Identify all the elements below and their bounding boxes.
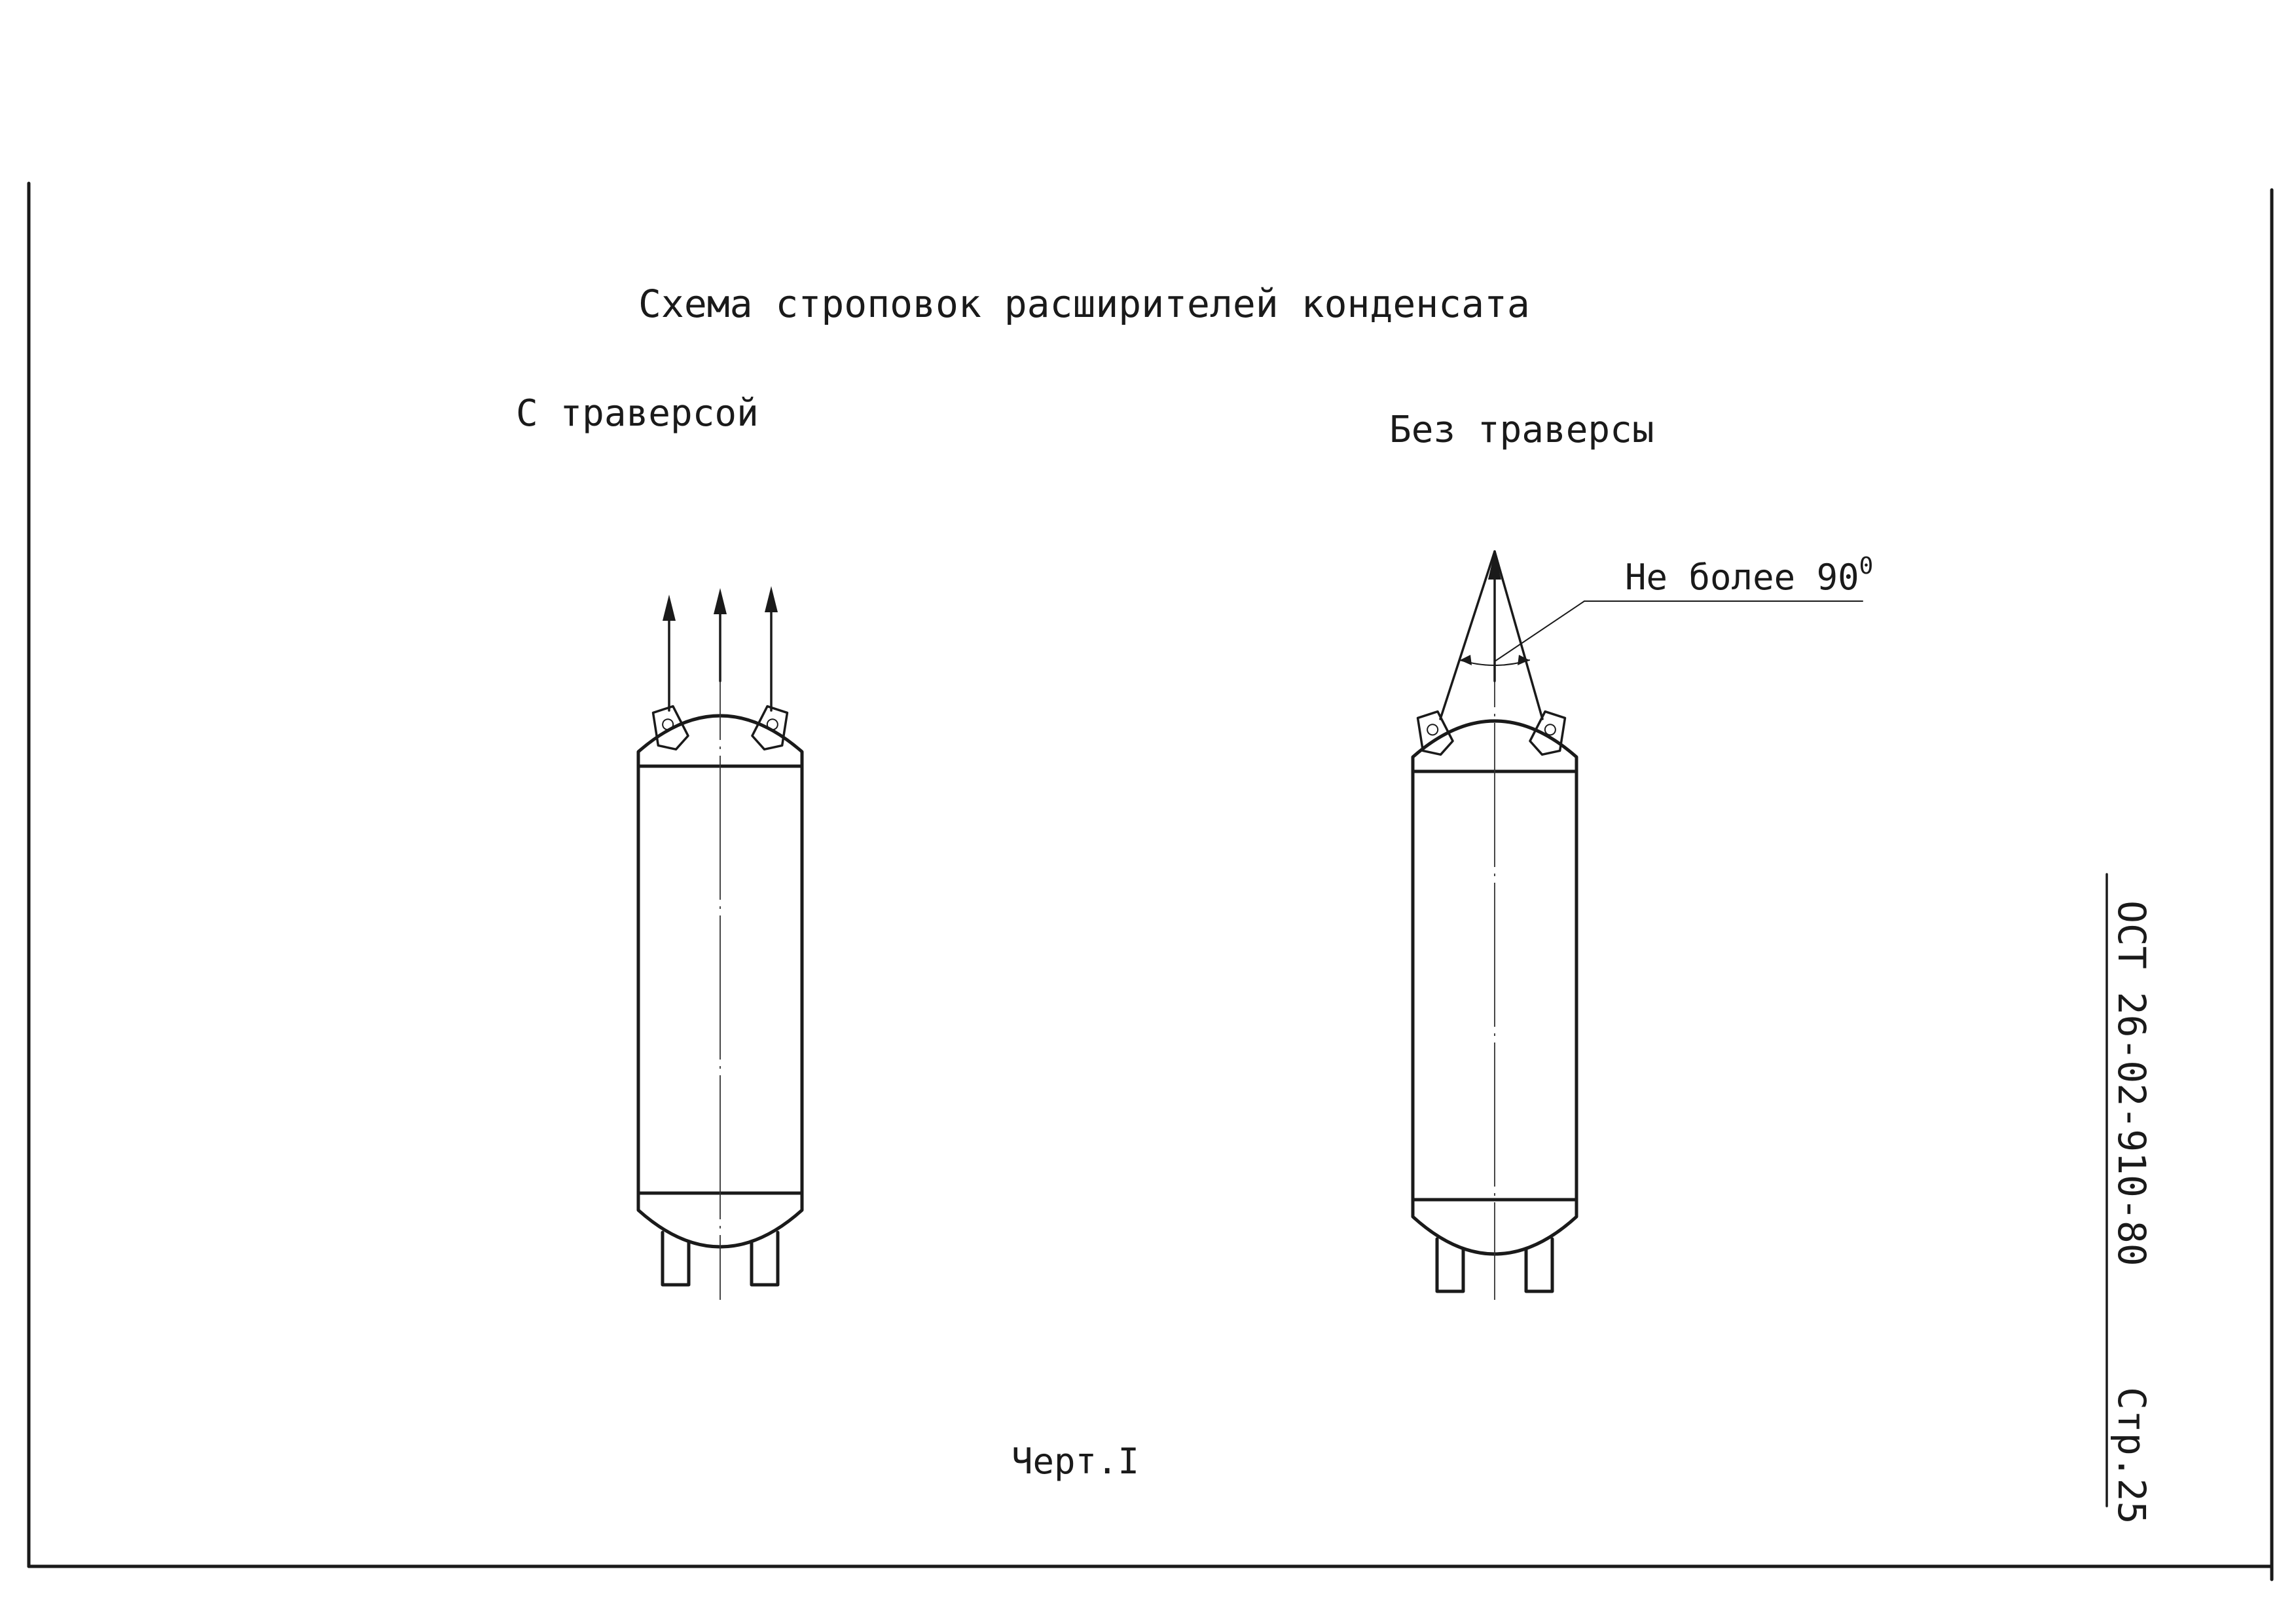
vessel-with-traverse: [638, 596, 802, 1300]
svg-text:Не более 900: [1625, 553, 1873, 598]
angle-note-text: Не более 90: [1625, 557, 1859, 598]
diagram-title: Схема строповок расширителей конденсата: [638, 282, 1530, 326]
page-number: Стр.25: [2109, 1387, 2154, 1524]
angle-note: [1495, 553, 1873, 661]
title-block-stamp: [2107, 874, 2154, 1524]
angle-note-degree: 0: [1859, 553, 1874, 580]
slings-converging: [1440, 551, 1542, 719]
label-with-traverse: С траверсой: [516, 392, 759, 435]
sheet-frame: [29, 183, 2272, 1579]
label-without-traverse: Без траверсы: [1389, 409, 1654, 451]
figure-caption: Черт.I: [1011, 1441, 1140, 1482]
document-code: ОСТ 26-02-910-80: [2109, 900, 2154, 1266]
